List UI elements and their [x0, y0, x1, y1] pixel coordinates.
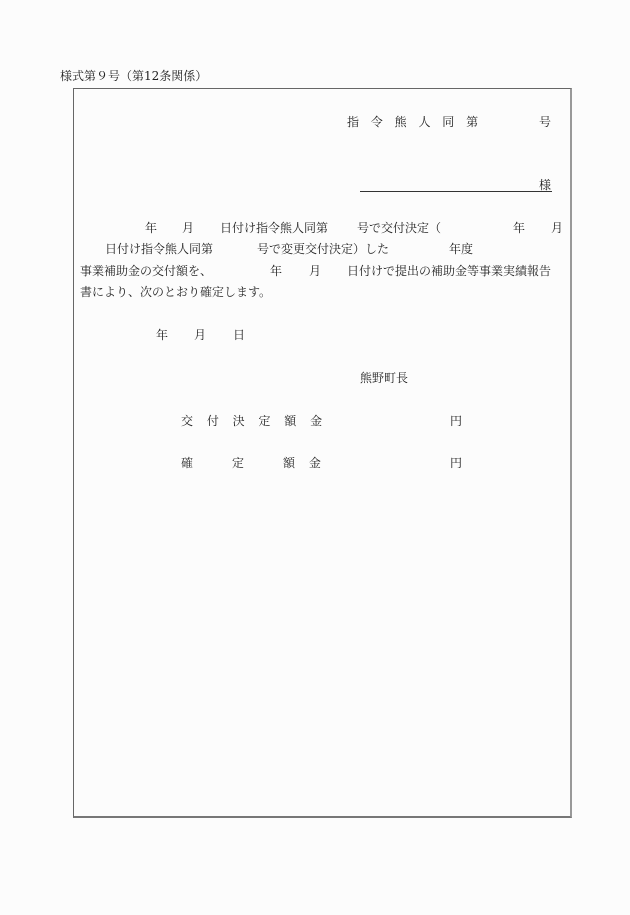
line1-month2: 月 — [551, 221, 564, 235]
reference-number-suffix: 号 — [539, 115, 552, 129]
date-year: 年 — [156, 328, 169, 342]
line1-year2: 年 — [513, 221, 526, 235]
line2-text2: 号で変更交付決定）した — [257, 242, 390, 256]
line1-text2: 号で交付決定（ — [357, 221, 442, 235]
addressee-suffix: 様 — [539, 178, 552, 192]
confirmed-amount-unit: 円 — [450, 456, 463, 470]
line1-year: 年 — [145, 221, 158, 235]
grant-decision-amount-unit: 円 — [450, 414, 463, 428]
line4-text: 書により、次のとおり確定します。 — [80, 285, 272, 299]
grant-decision-amount-label: 交 付 決 定 額 金 — [181, 414, 328, 428]
document-frame — [73, 88, 572, 818]
issuer-name: 熊野町長 — [360, 371, 409, 385]
line1-text1: 日付け指令熊人同第 — [220, 221, 329, 235]
line3-text1: 事業補助金の交付額を、 — [80, 264, 213, 278]
confirmed-amount-label: 確 定 額 金 — [181, 456, 326, 470]
date-month: 月 — [194, 328, 207, 342]
line3-month: 月 — [309, 264, 322, 278]
line2-text1: 日付け指令熊人同第 — [105, 242, 214, 256]
line3-text2: 日付けで提出の補助金等事業実績報告 — [347, 264, 552, 278]
reference-number-prefix: 指 令 熊 人 同 第 — [347, 115, 483, 129]
form-label: 様式第９号（第12条関係） — [60, 69, 208, 83]
line2-fiscal-year: 年度 — [449, 242, 474, 256]
date-day: 日 — [233, 328, 246, 342]
addressee-line — [360, 191, 552, 192]
line3-year: 年 — [270, 264, 283, 278]
line1-month: 月 — [182, 221, 195, 235]
